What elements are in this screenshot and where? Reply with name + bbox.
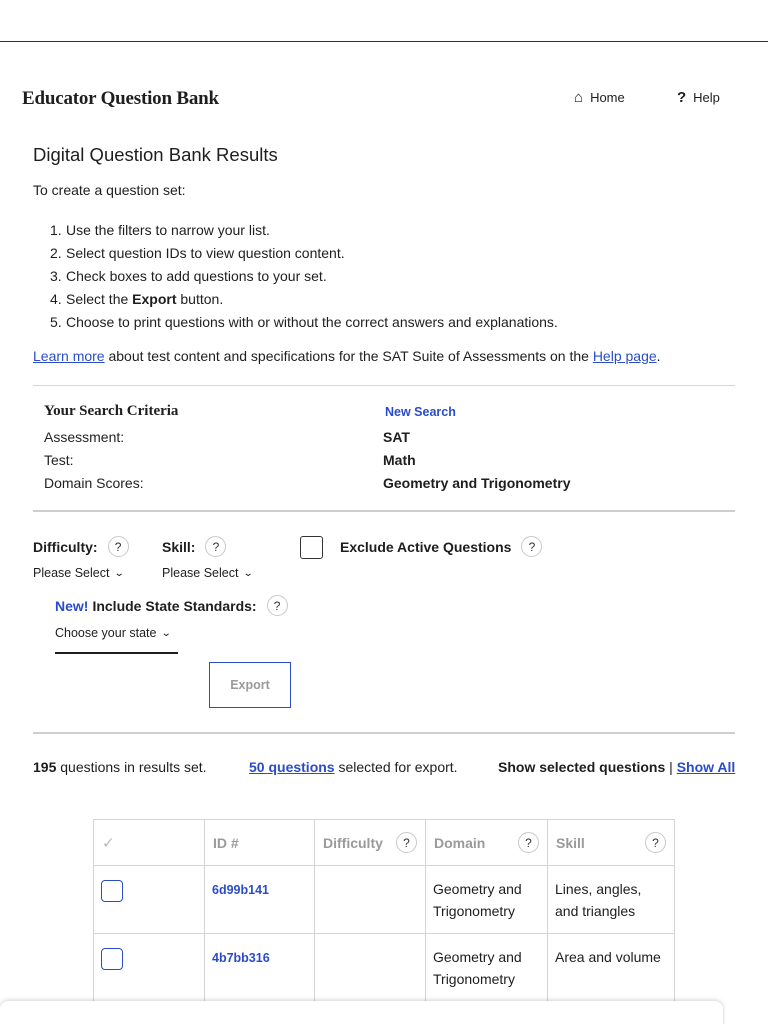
step-item: 1. Use the filters to narrow your list. [50,222,270,238]
criteria-value-assessment: SAT [383,429,410,445]
skill-cell: Area and volume [548,934,675,1002]
table-header-row [94,820,675,866]
step-item: 5. Choose to print questions with or without the correct answers and explanations. [50,314,558,330]
skill-filter-label: Skill: ? [162,536,226,557]
header-select-all[interactable] [94,820,205,866]
difficulty-cell [315,934,426,1002]
table-row [94,934,675,1002]
question-id-link[interactable]: 6d99b141 [212,883,269,897]
difficulty-filter-label: Difficulty: ? [33,536,129,557]
skill-select[interactable]: Please Select ⌄ [162,566,255,580]
state-standards-label: New! Include State Standards: ? [55,595,288,616]
chevron-down-icon: ⌄ [161,627,173,639]
skill-cell: Lines, angles, and triangles [548,866,675,934]
learn-more-link[interactable]: Learn more [33,348,105,364]
id-cell [205,934,315,1002]
results-table [93,819,675,1002]
step-item: 3. Check boxes to add questions to your set. [50,268,327,284]
export-button[interactable]: Export [209,662,291,708]
show-toggle: Show selected questions | Show All [498,759,736,775]
exclude-active-label: Exclude Active Questions ? [340,536,542,557]
difficulty-select[interactable]: Please Select ⌄ [33,566,126,580]
exclude-active-checkbox[interactable] [300,536,323,559]
table-row [94,866,675,934]
results-count: 195 questions in results set. [33,759,207,775]
criteria-value-domain: Geometry and Trigonometry [383,475,571,491]
header-difficulty[interactable]: Difficulty ? [315,820,426,866]
app-brand: Educator Question Bank [22,88,219,109]
chevron-down-icon: ⌄ [114,567,126,579]
state-select[interactable]: Choose your state ⌄ [55,626,173,640]
page-title: Digital Question Bank Results [33,144,278,165]
row-checkbox[interactable] [101,880,123,902]
skill-help-icon[interactable]: ? [205,536,226,557]
criteria-label-assessment: Assessment: [44,429,125,445]
domain-column-help-icon[interactable]: ? [518,832,539,853]
criteria-value-test: Math [383,452,416,468]
selected-questions-link[interactable]: 50 questions [249,759,335,775]
domain-cell: Geometry and Trigonometry [426,866,548,934]
help-label: Help [693,90,720,105]
header-id[interactable]: ID # [205,820,315,866]
difficulty-help-icon[interactable]: ? [108,536,129,557]
divider [33,732,735,734]
state-select-underline [55,652,178,654]
bottom-sheet-panel [0,1001,723,1024]
criteria-label-test: Test: [44,452,74,468]
home-icon: ⌂ [574,89,584,106]
header-skill[interactable]: Skill ? [548,820,675,866]
header-domain[interactable]: Domain ? [426,820,548,866]
skill-column-help-icon[interactable]: ? [645,832,666,853]
row-select-cell [94,934,205,1002]
home-link[interactable] [574,90,625,105]
question-id-link[interactable]: 4b7bb316 [212,951,270,965]
divider [33,510,735,512]
difficulty-cell [315,866,426,934]
row-select-cell [94,866,205,934]
state-help-icon[interactable]: ? [267,595,288,616]
new-badge: New! [55,597,89,614]
help-icon: ? [677,89,687,106]
selected-summary: 50 questions selected for export. [249,759,458,775]
difficulty-column-help-icon[interactable]: ? [396,832,417,853]
step-item: 4. Select the Export button. [50,291,224,307]
show-selected-button[interactable]: Show selected questions [498,759,666,775]
home-label: Home [590,90,625,105]
chevron-down-icon: ⌄ [243,567,255,579]
help-link[interactable] [677,90,720,105]
exclude-help-icon[interactable]: ? [521,536,542,557]
row-checkbox[interactable] [101,948,123,970]
new-search-link[interactable]: New Search [385,405,456,419]
step-item: 2. Select question IDs to view question content. [50,245,345,261]
show-all-link[interactable]: Show All [676,759,736,775]
learn-more-paragraph: Learn more about test content and specifications for the SAT Suite of Assessments on the Help page. [33,348,661,364]
check-icon: ✓ [102,834,115,852]
domain-cell: Geometry and Trigonometry [426,934,548,1002]
search-criteria-title: Your Search Criteria [44,403,179,419]
help-page-link[interactable]: Help page [592,348,657,364]
id-cell [205,866,315,934]
top-divider [0,41,768,42]
instruction-steps [50,219,558,334]
criteria-label-domain: Domain Scores: [44,475,144,491]
intro-text: To create a question set: [33,182,186,198]
divider [33,385,735,386]
